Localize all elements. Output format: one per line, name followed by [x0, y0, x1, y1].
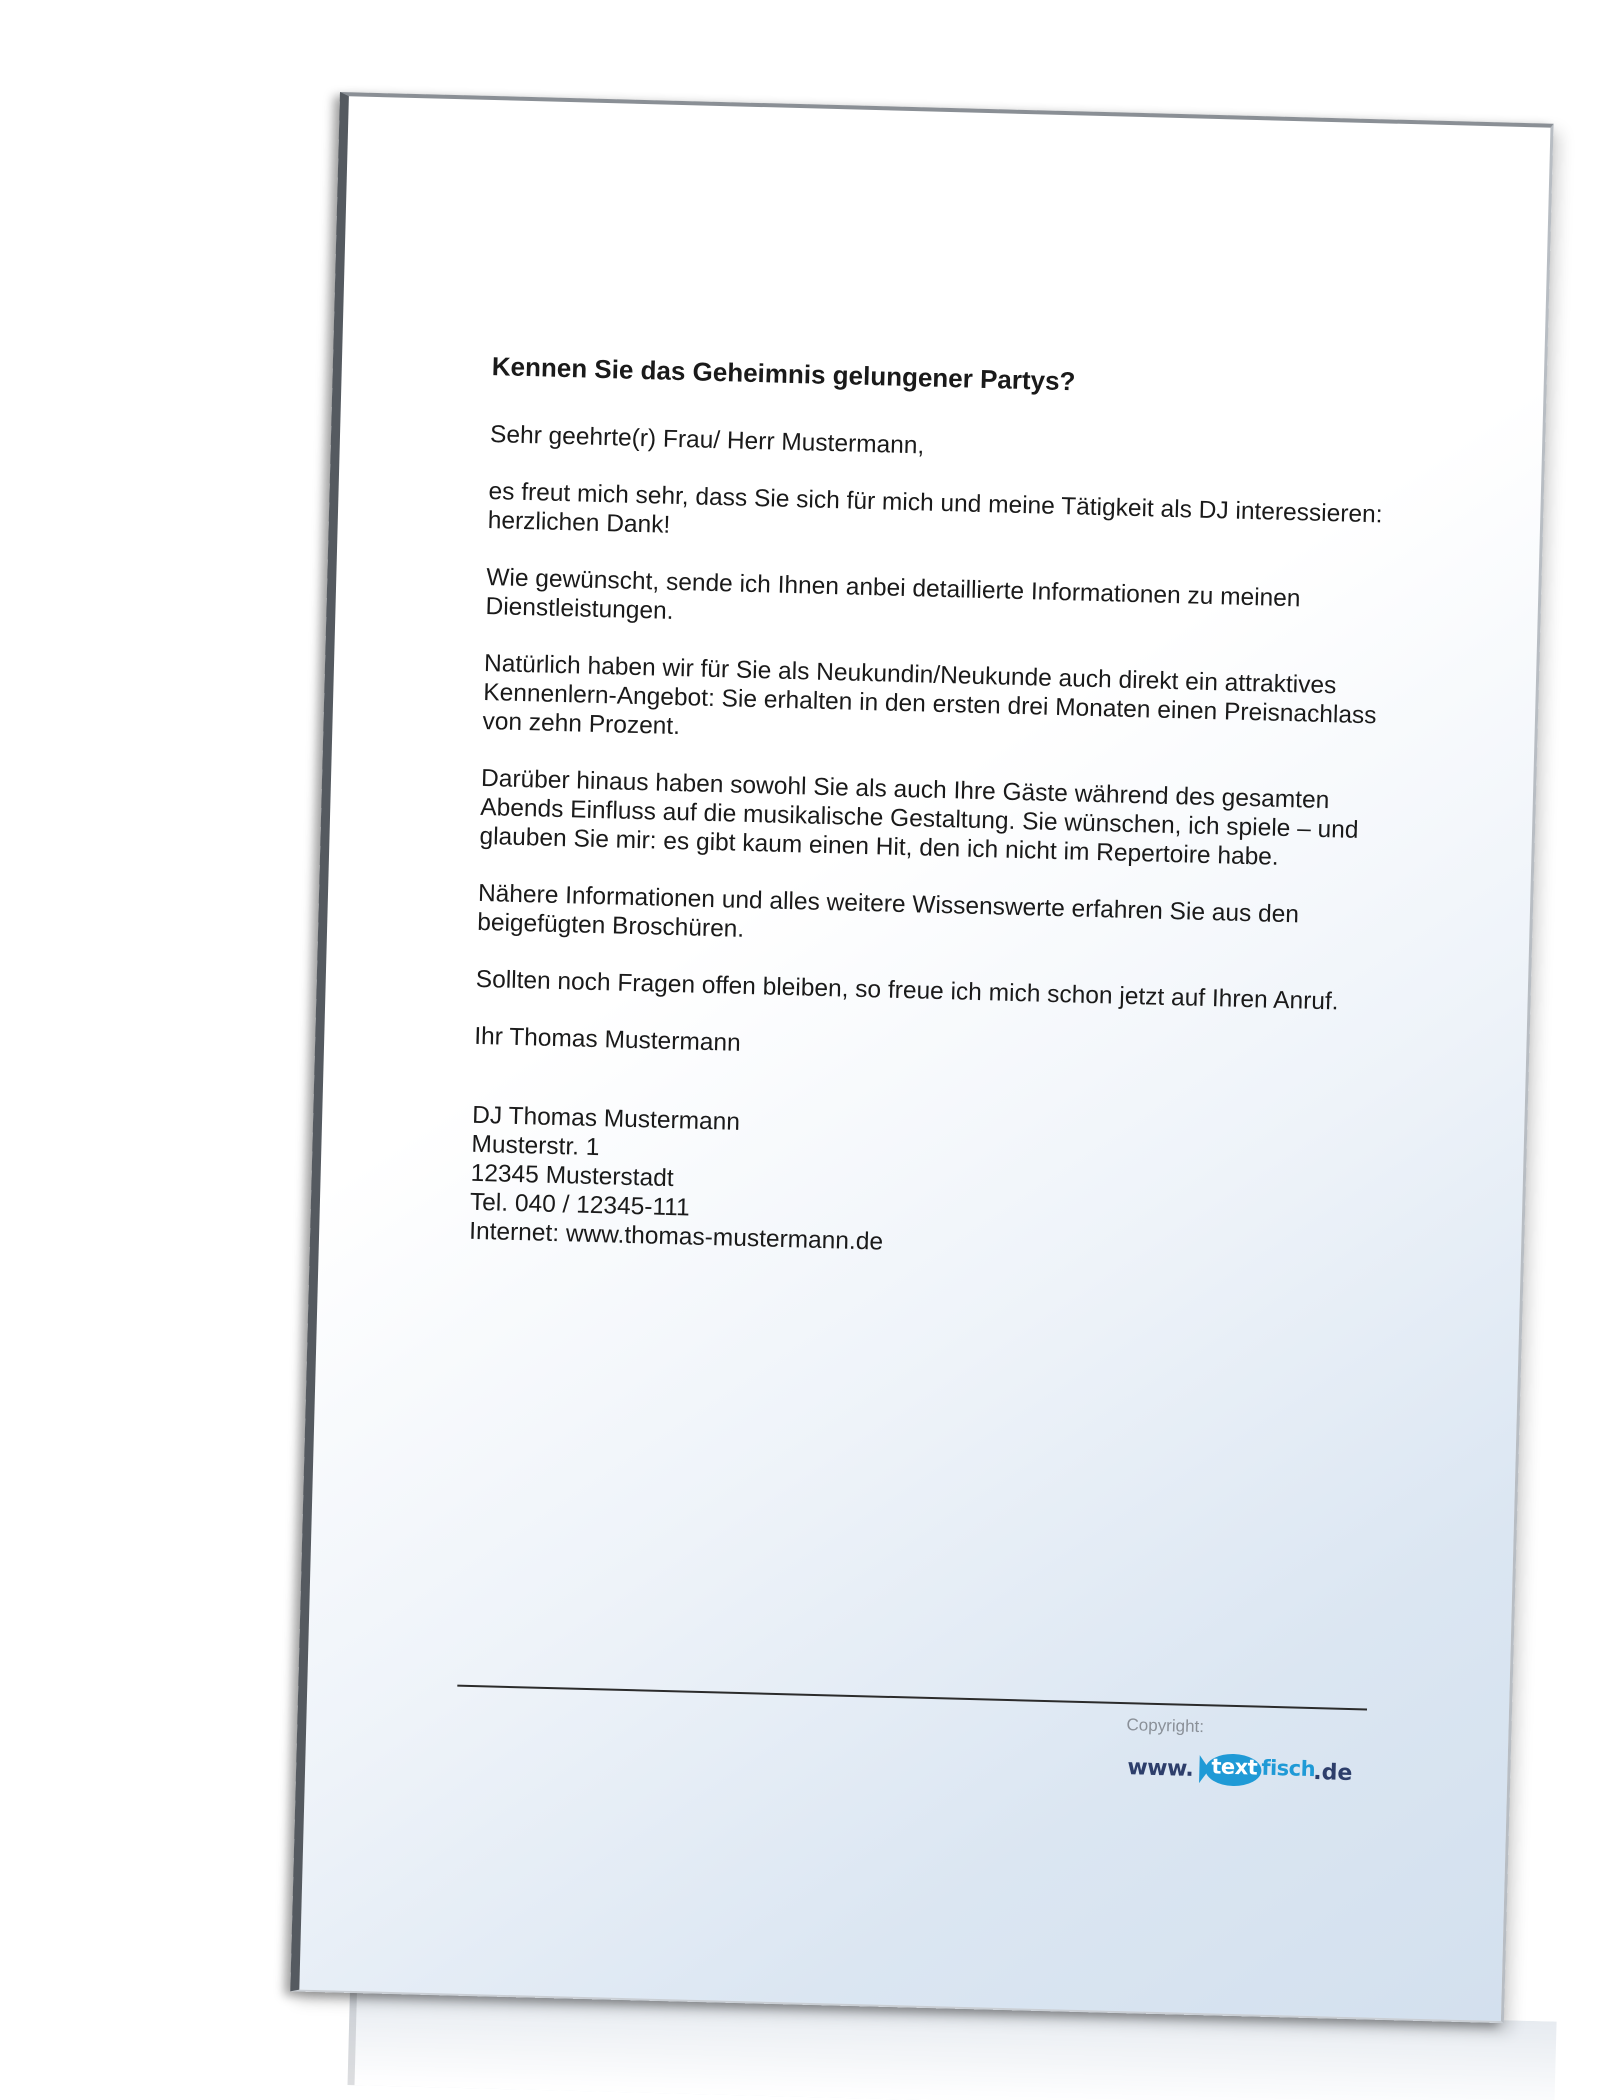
letter-content: [469, 350, 1412, 1270]
sender-phone: Tel. 040 / 12345-111: [469, 1188, 691, 1222]
letter-paragraph: Sollten noch Fragen offen bleiben, so freue ich mich schon jetzt auf Ihren Anruf.: [475, 965, 1339, 1016]
sender-address: [469, 1101, 1392, 1270]
copyright-label: Copyright:: [1126, 1715, 1205, 1737]
logo-www: www.: [1127, 1754, 1194, 1782]
letter-paragraph: Darüber hinaus haben sowohl Sie als auch Ihre Gäste während des gesamten Abends Einfluss auf die musikalische Gestaltung. Sie wünschen, ich spiele – und glauben Sie mir: es gibt kaum einen Hit, den ich nicht im Repertoire habe.: [479, 764, 1359, 871]
letter-title: Kennen Sie das Geheimnis gelungener Partys?: [491, 351, 1076, 397]
sender-street: Musterstr. 1: [471, 1130, 600, 1162]
logo-de: .de: [1312, 1759, 1353, 1786]
footer-divider: [457, 1685, 1367, 1711]
letter-page: [290, 92, 1553, 2023]
logo-text: text: [1211, 1754, 1258, 1780]
letter-salutation: Sehr geehrte(r) Frau/ Herr Mustermann,: [489, 421, 925, 460]
sender-city: 12345 Musterstadt: [470, 1159, 674, 1193]
fish-icon: [1195, 1749, 1326, 1792]
letter-paragraph: Nähere Informationen und alles weitere Wissenswerte erfahren Sie aus den beigefügten Broschüren.: [476, 879, 1300, 943]
letter-paragraph: es freut mich sehr, dass Sie sich für mich und meine Tätigkeit als DJ interessieren: herzlichen Dank!: [487, 478, 1383, 539]
sender-name: DJ Thomas Mustermann: [471, 1101, 741, 1136]
letter-paragraph: Natürlich haben wir für Sie als Neukundin/Neukunde auch direkt ein attraktives Kennenlern-Angebot: Sie erhalten in den ersten drei Monaten einen Preisnachlass von zehn Prozent.: [482, 649, 1377, 741]
letter-closing: Ihr Thomas Mustermann: [473, 1022, 742, 1057]
letter-paragraph: Wie gewünscht, sende ich Ihnen anbei detaillierte Informationen zu meinen Dienstleistungen.: [485, 564, 1301, 625]
sender-web: Internet: www.thomas-mustermann.de: [468, 1217, 884, 1256]
logo-fisch: fisch: [1261, 1755, 1316, 1782]
textfisch-logo: [1127, 1747, 1353, 1793]
